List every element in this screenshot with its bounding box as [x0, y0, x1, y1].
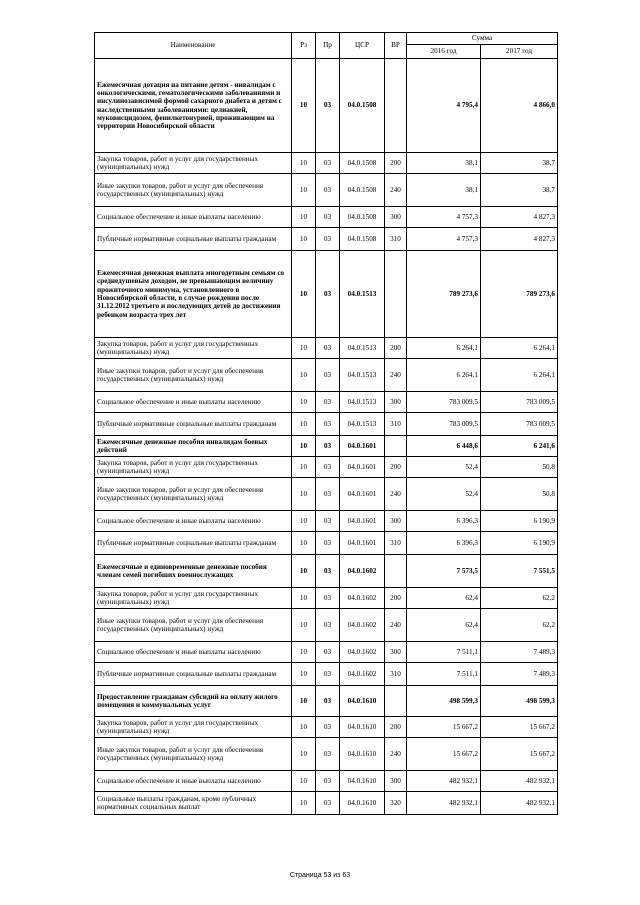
row-pr: 03: [316, 338, 340, 359]
budget-table: [94, 32, 558, 815]
row-vr: [385, 555, 407, 588]
row-sum-2017: 498 599,3: [481, 686, 558, 717]
row-sum-2017: 482 932,1: [481, 792, 558, 815]
table-row: [95, 532, 558, 555]
header-pr: Пр: [316, 33, 340, 59]
row-rz: 10: [292, 174, 316, 207]
row-sum-2016: 4 795,4: [407, 59, 481, 153]
table-row: [95, 207, 558, 228]
row-sum-2017: 6 264,1: [481, 338, 558, 359]
table-row: [95, 642, 558, 663]
row-sum-2017: 6 190,9: [481, 511, 558, 532]
row-csr: 04.0.1601: [340, 478, 385, 511]
row-sum-2016: 7 511,1: [407, 642, 481, 663]
row-sum-2017: 62,2: [481, 609, 558, 642]
row-vr: 310: [385, 663, 407, 686]
row-sum-2017: 7 489,3: [481, 663, 558, 686]
row-name: Иные закупки товаров, работ и услуг для обеспечения государственных (муниципальных) нужд: [95, 478, 292, 511]
row-csr: 04.0.1601: [340, 511, 385, 532]
header-sum: Сумма: [407, 33, 558, 45]
row-vr: 240: [385, 478, 407, 511]
row-rz: 10: [292, 457, 316, 478]
row-csr: 04.0.1602: [340, 642, 385, 663]
row-name: Социальное обеспечение и иные выплаты населению: [95, 207, 292, 228]
row-vr: 200: [385, 457, 407, 478]
header-year-2017: 2017 год: [481, 45, 558, 59]
row-vr: [385, 59, 407, 153]
row-sum-2017: 4 827,3: [481, 228, 558, 251]
table-row: [95, 392, 558, 413]
row-name: Публичные нормативные социальные выплаты гражданам: [95, 663, 292, 686]
row-csr: 04.0.1508: [340, 228, 385, 251]
row-sum-2017: 4 866,0: [481, 59, 558, 153]
table-row: [95, 359, 558, 392]
table-row: [95, 338, 558, 359]
row-sum-2017: 15 667,2: [481, 738, 558, 771]
row-sum-2016: 482 932,1: [407, 771, 481, 792]
row-name: Закупка товаров, работ и услуг для государственных (муниципальных) нужд: [95, 588, 292, 609]
row-pr: 03: [316, 738, 340, 771]
row-rz: 10: [292, 588, 316, 609]
row-vr: 240: [385, 359, 407, 392]
row-csr: 04.0.1610: [340, 738, 385, 771]
row-rz: 10: [292, 207, 316, 228]
row-sum-2017: 6 190,9: [481, 532, 558, 555]
row-csr: 04.0.1610: [340, 686, 385, 717]
row-sum-2017: 15 667,2: [481, 717, 558, 738]
table-body: [95, 59, 558, 815]
row-sum-2017: 482 932,1: [481, 771, 558, 792]
row-pr: 03: [316, 771, 340, 792]
row-pr: 03: [316, 511, 340, 532]
row-sum-2016: 38,1: [407, 153, 481, 174]
row-name: Социальное обеспечение и иные выплаты населению: [95, 771, 292, 792]
row-csr: 04.0.1513: [340, 251, 385, 338]
row-pr: 03: [316, 174, 340, 207]
page-footer: Страница 53 из 63: [289, 872, 351, 879]
row-vr: [385, 251, 407, 338]
row-csr: 04.0.1508: [340, 174, 385, 207]
row-sum-2016: 6 396,3: [407, 511, 481, 532]
row-rz: 10: [292, 392, 316, 413]
row-csr: 04.0.1513: [340, 338, 385, 359]
row-csr: 04.0.1601: [340, 532, 385, 555]
table-row: [95, 478, 558, 511]
row-sum-2017: 7 489,3: [481, 642, 558, 663]
row-rz: 10: [292, 511, 316, 532]
row-rz: 10: [292, 792, 316, 815]
row-csr: 04.0.1508: [340, 207, 385, 228]
row-pr: 03: [316, 207, 340, 228]
row-sum-2016: 6 448,6: [407, 436, 481, 457]
row-pr: 03: [316, 436, 340, 457]
table-row: [95, 663, 558, 686]
row-name: Закупка товаров, работ и услуг для государственных (муниципальных) нужд: [95, 457, 292, 478]
row-vr: 240: [385, 609, 407, 642]
row-name: Иные закупки товаров, работ и услуг для обеспечения государственных (муниципальных) нужд: [95, 174, 292, 207]
row-sum-2017: 38,7: [481, 153, 558, 174]
row-pr: 03: [316, 717, 340, 738]
row-pr: 03: [316, 609, 340, 642]
row-rz: 10: [292, 228, 316, 251]
row-sum-2016: 4 757,3: [407, 207, 481, 228]
row-rz: 10: [292, 717, 316, 738]
table-header: [95, 33, 558, 59]
row-name: Иные закупки товаров, работ и услуг для обеспечения государственных (муниципальных) нужд: [95, 738, 292, 771]
row-name: Публичные нормативные социальные выплаты гражданам: [95, 413, 292, 436]
row-rz: 10: [292, 686, 316, 717]
row-csr: 04.0.1508: [340, 59, 385, 153]
row-rz: 10: [292, 153, 316, 174]
table-row: [95, 59, 558, 153]
table-row: [95, 555, 558, 588]
row-name: Ежемесячная денежная выплата многодетным семьям со среднедушевым доходом, не превышающим величину прожиточного минимума, установленного в Новосибирской области, в случае рождения после 31.12.2012 третьего и последующих детей до достижения ребенком возраста трех лет: [95, 251, 292, 338]
row-sum-2016: 482 932,1: [407, 792, 481, 815]
table-row: [95, 228, 558, 251]
row-pr: 03: [316, 359, 340, 392]
row-vr: 200: [385, 588, 407, 609]
row-name: Ежемесячные денежные пособия инвалидам боевых действий: [95, 436, 292, 457]
row-pr: 03: [316, 663, 340, 686]
table-row: [95, 792, 558, 815]
row-csr: 04.0.1602: [340, 555, 385, 588]
row-sum-2016: 498 599,3: [407, 686, 481, 717]
table-row: [95, 738, 558, 771]
row-name: Закупка товаров, работ и услуг для государственных (муниципальных) нужд: [95, 717, 292, 738]
table-row: [95, 511, 558, 532]
row-csr: 04.0.1610: [340, 771, 385, 792]
row-rz: 10: [292, 642, 316, 663]
row-sum-2016: 6 264,1: [407, 359, 481, 392]
table-row: [95, 686, 558, 717]
row-csr: 04.0.1508: [340, 153, 385, 174]
row-name: Социальные выплаты гражданам, кроме публичных нормативных социальных выплат: [95, 792, 292, 815]
row-sum-2017: 6 264,1: [481, 359, 558, 392]
row-sum-2016: 7 573,5: [407, 555, 481, 588]
row-vr: 310: [385, 413, 407, 436]
row-vr: 300: [385, 207, 407, 228]
row-pr: 03: [316, 478, 340, 511]
header-year-2016: 2016 год: [407, 45, 481, 59]
row-rz: 10: [292, 555, 316, 588]
row-rz: 10: [292, 609, 316, 642]
row-pr: 03: [316, 588, 340, 609]
row-pr: 03: [316, 413, 340, 436]
row-csr: 04.0.1601: [340, 436, 385, 457]
row-name: Закупка товаров, работ и услуг для государственных (муниципальных) нужд: [95, 338, 292, 359]
table-row: [95, 609, 558, 642]
row-sum-2016: 789 273,6: [407, 251, 481, 338]
row-vr: [385, 686, 407, 717]
row-name: Социальное обеспечение и иные выплаты населению: [95, 392, 292, 413]
row-sum-2017: 783 009,5: [481, 413, 558, 436]
row-rz: 10: [292, 436, 316, 457]
row-vr: 200: [385, 717, 407, 738]
row-csr: 04.0.1513: [340, 359, 385, 392]
table-row: [95, 717, 558, 738]
header-csr: ЦСР: [340, 33, 385, 59]
row-name: Предоставление гражданам субсидий на оплату жилого помещения и коммунальных услуг: [95, 686, 292, 717]
row-rz: 10: [292, 338, 316, 359]
row-rz: 10: [292, 478, 316, 511]
row-name: Социальное обеспечение и иные выплаты населению: [95, 642, 292, 663]
row-pr: 03: [316, 792, 340, 815]
row-name: Социальное обеспечение и иные выплаты населению: [95, 511, 292, 532]
row-name: Ежемесячная дотация на питание детям - инвалидам с онкологическими, гематологическими заболеваниями и инсулинозависимой формой сахарного диабета и детям с наследственными заболеваниями: целиакией, муковисцидозом, фенилкетонурией, проживающим на территории Новосибирской области: [95, 59, 292, 153]
row-sum-2017: 38,7: [481, 174, 558, 207]
table-row: [95, 457, 558, 478]
row-csr: 04.0.1602: [340, 609, 385, 642]
table-row: [95, 153, 558, 174]
row-pr: 03: [316, 532, 340, 555]
row-sum-2016: 4 757,3: [407, 228, 481, 251]
row-sum-2016: 6 264,1: [407, 338, 481, 359]
row-pr: 03: [316, 228, 340, 251]
row-sum-2016: 62,4: [407, 609, 481, 642]
row-sum-2016: 7 511,1: [407, 663, 481, 686]
row-pr: 03: [316, 251, 340, 338]
row-vr: 310: [385, 532, 407, 555]
row-pr: 03: [316, 686, 340, 717]
row-name: Публичные нормативные социальные выплаты гражданам: [95, 228, 292, 251]
row-name: Публичные нормативные социальные выплаты гражданам: [95, 532, 292, 555]
row-rz: 10: [292, 663, 316, 686]
row-name: Ежемесячные и единовременные денежные пособия членам семей погибших военнослужащих: [95, 555, 292, 588]
row-pr: 03: [316, 59, 340, 153]
row-sum-2017: 789 273,6: [481, 251, 558, 338]
row-sum-2016: 15 667,2: [407, 717, 481, 738]
row-sum-2017: 783 009,5: [481, 392, 558, 413]
row-rz: 10: [292, 771, 316, 792]
row-vr: 240: [385, 738, 407, 771]
row-pr: 03: [316, 392, 340, 413]
row-sum-2016: 62,4: [407, 588, 481, 609]
row-rz: 10: [292, 532, 316, 555]
row-vr: 300: [385, 771, 407, 792]
row-name: Иные закупки товаров, работ и услуг для обеспечения государственных (муниципальных) нужд: [95, 609, 292, 642]
row-rz: 10: [292, 413, 316, 436]
table-row: [95, 174, 558, 207]
header-vr: ВР: [385, 33, 407, 59]
row-pr: 03: [316, 555, 340, 588]
row-vr: [385, 436, 407, 457]
row-rz: 10: [292, 59, 316, 153]
row-csr: 04.0.1513: [340, 392, 385, 413]
row-vr: 200: [385, 338, 407, 359]
table-row: [95, 588, 558, 609]
row-rz: 10: [292, 251, 316, 338]
row-csr: 04.0.1513: [340, 413, 385, 436]
table-row: [95, 413, 558, 436]
row-vr: 310: [385, 228, 407, 251]
row-sum-2017: 50,8: [481, 478, 558, 511]
row-vr: 320: [385, 792, 407, 815]
row-pr: 03: [316, 153, 340, 174]
row-csr: 04.0.1610: [340, 792, 385, 815]
table-row: [95, 771, 558, 792]
row-sum-2016: 38,1: [407, 174, 481, 207]
header-rz: Рз: [292, 33, 316, 59]
row-sum-2017: 50,8: [481, 457, 558, 478]
row-sum-2017: 62,2: [481, 588, 558, 609]
row-vr: 300: [385, 511, 407, 532]
row-name: Закупка товаров, работ и услуг для государственных (муниципальных) нужд: [95, 153, 292, 174]
header-name: Наименование: [95, 33, 292, 59]
row-pr: 03: [316, 457, 340, 478]
row-sum-2017: 7 551,5: [481, 555, 558, 588]
row-sum-2016: 6 396,3: [407, 532, 481, 555]
table-row: [95, 436, 558, 457]
row-sum-2017: 6 241,6: [481, 436, 558, 457]
row-sum-2016: 52,4: [407, 457, 481, 478]
row-csr: 04.0.1601: [340, 457, 385, 478]
row-sum-2017: 4 827,3: [481, 207, 558, 228]
table-row: [95, 251, 558, 338]
row-rz: 10: [292, 738, 316, 771]
row-csr: 04.0.1602: [340, 588, 385, 609]
row-vr: 200: [385, 153, 407, 174]
row-vr: 240: [385, 174, 407, 207]
row-sum-2016: 783 009,5: [407, 413, 481, 436]
row-sum-2016: 15 667,2: [407, 738, 481, 771]
row-vr: 300: [385, 392, 407, 413]
row-sum-2016: 52,4: [407, 478, 481, 511]
row-pr: 03: [316, 642, 340, 663]
row-rz: 10: [292, 359, 316, 392]
row-csr: 04.0.1602: [340, 663, 385, 686]
row-name: Иные закупки товаров, работ и услуг для обеспечения государственных (муниципальных) нужд: [95, 359, 292, 392]
row-vr: 300: [385, 642, 407, 663]
row-csr: 04.0.1610: [340, 717, 385, 738]
row-sum-2016: 783 009,5: [407, 392, 481, 413]
